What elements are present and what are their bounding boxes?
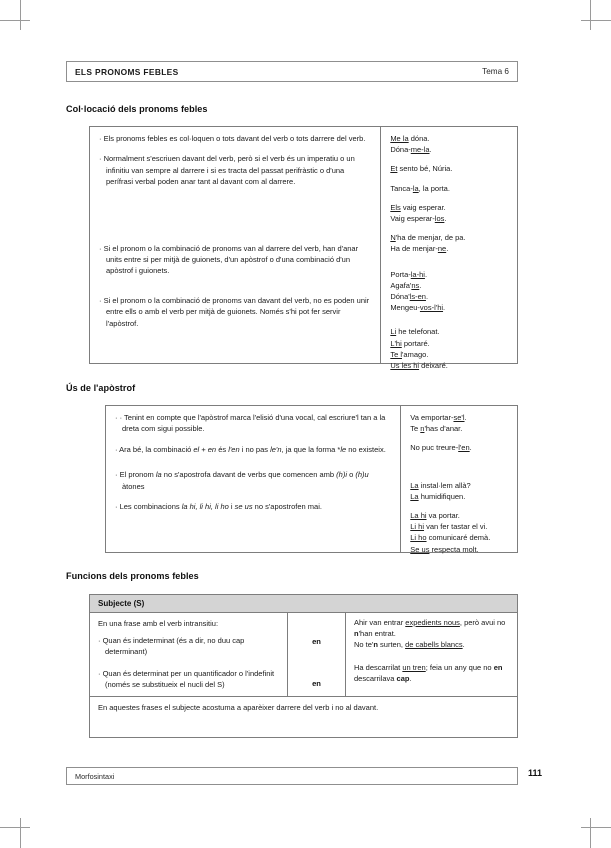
crop-mark-bottom-right-horizontal bbox=[581, 827, 611, 828]
rule-item: · Les combinacions la hi, li hi, li ho i se us no s'apostrofen mai. bbox=[115, 502, 322, 512]
example-line: La humidifiquen. bbox=[410, 491, 466, 501]
example-line: Els vaig esperar. bbox=[390, 202, 446, 212]
example-line: La instal·lem allà? bbox=[410, 480, 471, 490]
example-line: Dóna'ls-en. bbox=[390, 292, 429, 302]
crop-mark-bottom-left-horizontal bbox=[0, 827, 30, 828]
section-heading-funcions: Funcions dels pronoms febles bbox=[66, 571, 199, 581]
example-group bbox=[390, 326, 510, 371]
example-line: Agafa'ns. bbox=[390, 280, 422, 290]
table-funcions bbox=[89, 594, 518, 738]
example-line: No puc treure-l'en. bbox=[410, 443, 472, 453]
example-line: Li hi van fer tastar el vi. bbox=[410, 522, 488, 532]
example-line: Va emportar-se'l. bbox=[410, 413, 467, 422]
rule-item: · Ara bé, la combinació el + en és l'en i no pas le'n, ja que la forma *le no existeix. bbox=[115, 444, 386, 454]
footer-label: Morfosintaxi bbox=[75, 771, 115, 781]
example-group bbox=[410, 412, 510, 434]
example-block: Ha descarrilat un tren; feia un any que no en descarrilava cap. bbox=[354, 663, 503, 684]
table-collocacio-rules-cell bbox=[90, 127, 380, 363]
example-group bbox=[390, 163, 510, 174]
example-group bbox=[390, 269, 510, 314]
table-collocacio bbox=[89, 126, 518, 371]
section-heading-collocacio: Col·locació dels pronoms febles bbox=[66, 104, 208, 114]
example-line: La hi va portar. bbox=[410, 511, 460, 521]
rule-item: · El pronom la no s'apostrofa davant de verbs que comencen amb (h)i o (h)u àtones bbox=[115, 470, 369, 491]
example-block: Ahir van entrar expedients nous, però avui no n'han entrat. No te'n surten, de cabells blancs. bbox=[354, 618, 506, 649]
table-funcions-examples-cell bbox=[345, 613, 517, 696]
pronoun-value: en bbox=[312, 679, 321, 688]
example-group bbox=[390, 183, 510, 194]
header-tema-label: Tema 6 bbox=[482, 67, 509, 76]
example-line: Li he telefonat. bbox=[390, 327, 440, 337]
example-line: L'hi portaré. bbox=[390, 338, 430, 348]
example-line: Se us respecta molt. bbox=[410, 544, 479, 554]
example-line: Li ho comunicaré demà. bbox=[410, 533, 491, 543]
rule-item: · Els pronoms febles es col·loquen o tots davant del verb o tots darrere del verb. bbox=[99, 133, 371, 144]
page-number: 111 bbox=[528, 768, 543, 778]
condition-item: · Quan és indeterminat (és a dir, no duu cap determinant) bbox=[98, 636, 280, 657]
example-line: Tanca-la, la porta. bbox=[390, 183, 450, 193]
example-group bbox=[390, 202, 510, 224]
example-group bbox=[410, 510, 510, 555]
example-line: Et sento bé, Núria. bbox=[390, 164, 453, 174]
table-funcions-conditions-cell bbox=[90, 613, 287, 696]
rule-item: · · Tenint en compte que l'apòstrof marca l'elisió d'una vocal, cal escriure'l tan a la dreta com sigui possible. bbox=[115, 412, 391, 435]
example-line: Porta-la-hi. bbox=[390, 269, 428, 279]
rule-item: · Si el pronom o la combinació de pronoms van davant del verb, no es poden unir entre ells o amb el verb per mitjà de guionets. Només s'hi pot fer servir l'apòstrof. bbox=[99, 295, 371, 329]
intro-text: En una frase amb el verb intransitiu: bbox=[98, 619, 219, 628]
example-line: Te l'amago. bbox=[390, 349, 429, 359]
crop-mark-bottom-right-vertical bbox=[590, 818, 591, 848]
crop-mark-top-right-vertical bbox=[590, 0, 591, 30]
rule-item: · Normalment s'escriuen davant del verb, però si el verb és un imperatiu o un infinitiu van sempre al darrere i si es tracta del passat perifràstic o d'una perífrasi verbal poden anar tant al davant com al darrere. bbox=[99, 153, 371, 187]
rule-item: · Si el pronom o la combinació de pronoms van al darrere del verb, han d'anar units entre si per mitjà de guionets, d'un apòstrof o d'una combinació d'un apòstrof i guionets. bbox=[99, 243, 371, 277]
crop-mark-top-right-horizontal bbox=[581, 20, 611, 21]
example-line: Vaig esperar-los. bbox=[390, 214, 447, 224]
table-collocacio-examples-cell bbox=[380, 127, 517, 371]
example-line: Mengeu-vos-l'hi. bbox=[390, 303, 446, 313]
table-apostrof-rules-cell bbox=[106, 406, 400, 552]
example-line: Te n'has d'anar. bbox=[410, 424, 463, 434]
crop-mark-bottom-left-vertical bbox=[20, 818, 21, 848]
example-group bbox=[390, 133, 510, 155]
table-funcions-body bbox=[90, 613, 517, 697]
page-title: ELS PRONOMS FEBLES bbox=[75, 66, 179, 77]
example-line: N'ha de menjar, de pa. bbox=[390, 233, 466, 243]
crop-mark-top-left-horizontal bbox=[0, 20, 30, 21]
running-header bbox=[66, 61, 518, 82]
example-line: Us les hi deixaré. bbox=[390, 361, 448, 371]
section-heading-apostrof: Ús de l'apòstrof bbox=[66, 383, 136, 393]
example-group bbox=[410, 480, 510, 502]
pronoun-value: en bbox=[312, 637, 321, 646]
table-funcions-header: Subjecte (S) bbox=[90, 595, 517, 613]
example-group bbox=[390, 232, 510, 254]
table-funcions-footer: En aquestes frases el subjecte acostuma a aparèixer darrere del verb i no al davant. bbox=[98, 703, 379, 713]
example-line: Ha de menjar-ne. bbox=[390, 244, 449, 254]
table-apostrof-examples-cell bbox=[400, 406, 517, 552]
example-line: Dóna-me-la. bbox=[390, 145, 432, 155]
condition-item: · Quan és determinat per un quantificador o l'indefinit (només se substitueix el nucli del S) bbox=[98, 669, 280, 690]
table-funcions-pronoun-cell bbox=[287, 613, 345, 696]
running-footer bbox=[66, 767, 518, 785]
example-line: Me la dóna. bbox=[390, 134, 430, 143]
example-group bbox=[410, 442, 510, 453]
table-apostrof bbox=[105, 405, 518, 553]
crop-mark-top-left-vertical bbox=[20, 0, 21, 30]
